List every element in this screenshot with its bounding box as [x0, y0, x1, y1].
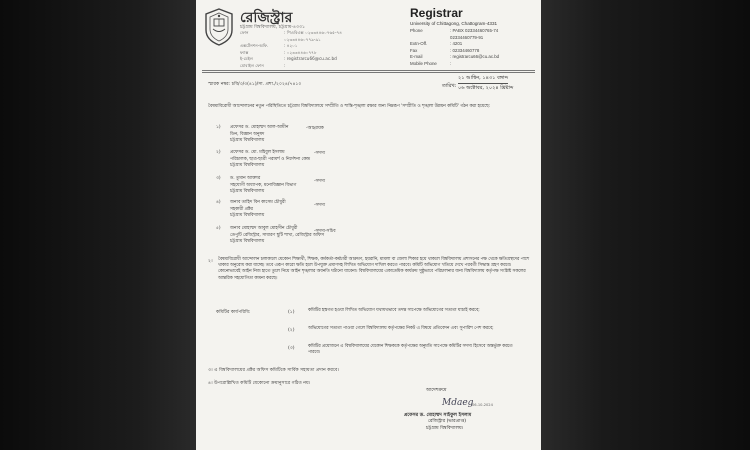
member-role: -আহ্বায়ক [306, 126, 324, 131]
contact-row: ০২৩৩৪৪৬০৭৭৯-৯১ [284, 36, 321, 42]
signatory-organization: চট্টগ্রাম বিশ্ববিদ্যালয়। [426, 425, 464, 431]
signature-date-note: 06-10-2024 [472, 403, 493, 407]
duty-item: কমিটির প্রয়োজনে এ বিশ্ববিদ্যালয়ের যেকোন শিক্ষককে কর্তৃপক্ষের অনুমতি সাপেক্ষে কমিটির সদস্য হিসেবে অন্তর্ভুক্ত করতে পারবে। [308, 344, 513, 356]
date-bangla-calendar: ২১ আশ্বিন, ১৪৩১ বঙ্গাব্দ [458, 75, 508, 84]
header-divider [202, 70, 535, 71]
english-contact-list [410, 28, 535, 68]
contact-row: Mobile Phone : [410, 60, 452, 66]
member-role: -সদস্য [314, 203, 325, 208]
bangla-office-title: রেজিস্ট্রার [240, 10, 293, 26]
signatory-block [404, 413, 471, 432]
member-role: -সদস্য [314, 151, 325, 156]
duties-label: কমিটির কার্যপরিধি: [216, 310, 251, 315]
paragraph-three: ৩। এ বিশ্ববিদ্যালয়ের প্রক্টর অফিস কমিটিকে সার্বিক সহায়তা প্রদান করবে। [208, 368, 339, 373]
header-divider-thin [202, 72, 535, 73]
contact-row: ই-মেইল : registrarcu66@cu.ac.bd [240, 56, 337, 62]
duty-item: অভিযোগের সত্যতা পাওয়া গেলে বিশ্ববিদ্যালয় কর্তৃপক্ষের নিকট এ বিষয়ে প্রতিবেদন এবং সুপারিশ পেশ করবে; [308, 326, 494, 331]
closing-text: আদেশক্রমে [426, 388, 447, 393]
bangla-contact-list [240, 30, 350, 70]
contact-row: ফোন : পিএবিএক্স ০২৩৩৪৪৬০৭৬৫-৭৪ [240, 30, 342, 35]
duty-number: (১) [288, 310, 295, 315]
memo-reference: স্মারক নম্বর: চবি/৩/৩(৪১)/সা. প্রশা./২০২৪/৭৪১০ [208, 82, 302, 87]
duty-number: (৩) [288, 346, 295, 351]
contact-row: Extn-Off. : 4201 [410, 41, 463, 47]
contact-row: ফ্যাক্স : ০২৩৩৪৪৬০৭৭৮ [240, 49, 317, 55]
intro-paragraph: বৈষম্যবিরোধী আন্দোলনের নতুন পরিস্থিতিতে চট্টগ্রাম বিশ্ববিদ্যালয়ে সম্প্রীতি ও শান্তি-শৃঙ্খলা রক্ষার জন্য নিম্নরূপ 'সম্প্রীতি ও শৃঙ্খলা উন্নয়ন কমিটি' গঠন করা হয়েছে: [208, 104, 491, 109]
english-office-address: University of Chittagong, Chattogram-4331 [410, 21, 498, 26]
dark-background-left [0, 0, 196, 450]
member-role: -সদস্য-সচিব [314, 229, 336, 234]
committee-member: ৪) জনাব তাহিদ বিন কাসেম চৌধুরী সহকারী প্রক্টর চট্টগ্রাম বিশ্ববিদ্যালয় [216, 200, 286, 219]
paragraph-four: ৪। উপরোল্লিখিত কমিটি যেকোনো ক্রমানুসারে গঠিত নয়। [208, 381, 311, 386]
signatory-name: প্রফেসর ড. মোহাম্মদ সাইফুল ইসলাম [404, 413, 472, 418]
contact-row: 02334460779-91 [450, 34, 484, 40]
committee-member: ১) প্রফেসর ড. মোহাম্মদ আল-আমীন ডিন, বিজ্ঞান অনুষদ চট্টগ্রাম বিশ্ববিদ্যালয় [216, 125, 289, 144]
contact-row: E-mail : registrarcu66@cu.ac.bd [410, 54, 500, 60]
english-office-title: Registrar [410, 6, 463, 20]
committee-member: ৩) ড. তুমান আক্তার সহযোগী অধ্যাপক, মনোবিজ্ঞান বিভাগ চট্টগ্রাম বিশ্ববিদ্যালয় [216, 176, 297, 195]
duty-item: কমিটির হস্তগত হওয়া লিখিত অভিযোগ যথাযথভাবে তদন্ত সাপেক্ষে অভিযোগের সত্যতা যাচাই করবে; [308, 308, 480, 313]
signatory-title: রেজিস্ট্রার (ভারপ্রাপ্ত) [428, 419, 467, 425]
official-letter [196, 0, 541, 450]
date-gregorian: ০৬ অক্টোবর, ২০২৪ খ্রিষ্টাব্দ [458, 85, 514, 91]
university-seal-icon [204, 8, 234, 46]
date-label: তারিখ: [442, 83, 457, 89]
member-role: -সদস্য [314, 179, 325, 184]
committee-member: ২) প্রফেসর ড. মো. মহিবুল ইসলাম পরিচালক, ছাত্র-ছাত্রী পরামর্শ ও নির্দেশনা কেন্দ্র চট্টগ্রাম বিশ্ববিদ্যালয় [216, 150, 310, 169]
paragraph-two: বৈষম্যবিরোধী আন্দোলন চলাকালে যেকোন শিক্ষার্থী, শিক্ষক, কর্মকর্তা-কর্মচারী আক্রমণ, হয়রানি, মামলা বা জেলা শিকার হয়ে থাকলে বিশ্ববিদ্যালয় প্রশাসনের পক্ষ থেকে ক্ষতিগ্রস্থদের পাশে থাকার অনুরোধ করা যাচ্ছে। তবে এরূপ কারো ক্ষতি হলে উপযুক্ত প্রমাণসহ লিখিত অভিযোগ দাখিল করতে পারবে। কমিটি অভিযোগ খতিয়ে দেখে পরবর্তী সিদ্ধান্ত গ্রহণ করবে। কোনোভাবেই আইন নিজ হাতে তুলে নিয়ে আইন শৃঙ্খলার অবনতি ঘটানো যাবেনা। বিশ্ববিদ্যালয়ের একাডেমিক কার্যক্রম সুষ্ঠুভাবে পরিচালনার জন্য বিশ্ববিদ্যালয় কর্তৃপক্ষ সংশ্লিষ্ট সকলের আন্তরিক সহযোগিতা কামনা করছে। [218, 257, 530, 281]
contact-row: এক্সটেনশন-অফি. : ৪২০১ [240, 43, 298, 49]
contact-row: Phone : PABX 02334460765-74 [410, 28, 499, 33]
signature-scribble: Mdaeg [442, 398, 474, 408]
committee-member: ৫) জনাব মোহাম্মদ আবুল মোহসীন চৌধুরী ডেপুটি রেজিস্ট্রার, সাধারণ ছুটি শাখা, রেজিস্ট্রার অফিস চট্টগ্রাম বিশ্ববিদ্যালয় [216, 226, 325, 245]
duty-number: (২) [288, 328, 295, 333]
contact-row: Fax : 02334460778 [410, 47, 480, 53]
contact-row: মোবাইল ফোন : [240, 62, 286, 68]
bangla-office-address: চট্টগ্রাম বিশ্ববিদ্যালয়, চট্টগ্রাম-৪৩৩১ [240, 25, 305, 30]
dark-background-right [541, 0, 750, 450]
paragraph-number: ২। [208, 259, 213, 264]
